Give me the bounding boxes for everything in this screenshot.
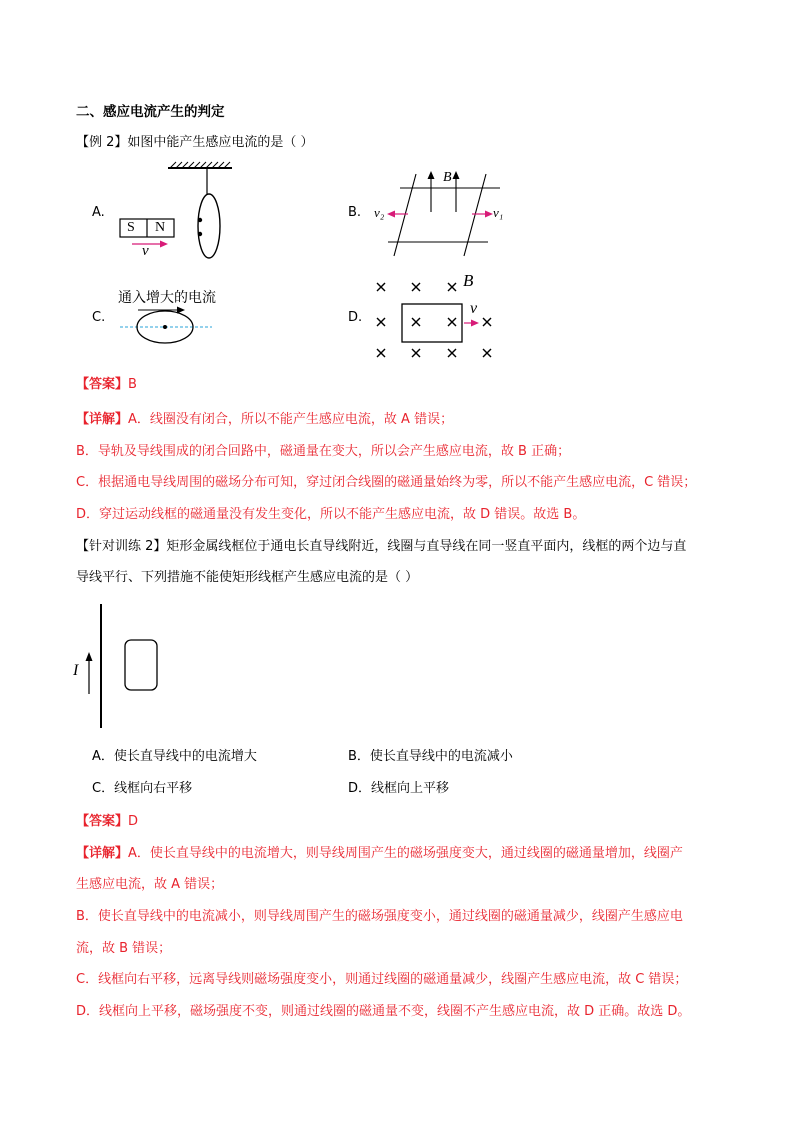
- detail-2-line-1: [76, 845, 683, 863]
- magnet-s-label: S: [127, 220, 135, 235]
- option-d-label: D.: [348, 310, 363, 325]
- answer-value: B: [128, 377, 137, 392]
- option-c-label: C.: [92, 310, 106, 325]
- field-b-label: B: [443, 170, 452, 185]
- figure-d: [370, 275, 510, 365]
- field-cross-marks: [377, 283, 491, 357]
- training-question-line-1: 【针对训练 2】矩形金属线框位于通电长直导线附近，线圈与直导线在同一竖直平面内，线框的两个边与直: [76, 539, 687, 554]
- magnet-n-label: N: [155, 220, 166, 235]
- detail-2-line-5: C．线框向右平移，远离导线则磁场强度变小，则通过线圈的磁通量减少，线圈产生感应电流，故 C 错误；: [76, 972, 688, 987]
- detail-text: A．线圈没有闭合，所以不能产生感应电流，故 A 错误；: [128, 412, 454, 427]
- answer-2: [76, 813, 138, 831]
- training-figure: [70, 600, 180, 730]
- detail-tag-2: 【详解】: [76, 846, 129, 861]
- detail-1-line-1: [76, 411, 453, 429]
- velocity-v1-label: v₁: [493, 205, 504, 220]
- velocity-label-a: v: [142, 243, 149, 259]
- detail-tag: 【详解】: [76, 412, 129, 427]
- detail-2-line-3: B．使长直导线中的电流减小，则导线周围产生的磁场强度变小，通过线圈的磁通量减少，线圈产生感应电: [76, 909, 683, 924]
- figure-c: [118, 300, 218, 350]
- velocity-label-d: v: [470, 300, 478, 317]
- training-option-b: B．使长直导线中的电流减小: [348, 749, 513, 764]
- example-question: 【例 2】如图中能产生感应电流的是（ ）: [76, 135, 314, 150]
- answer-tag: 【答案】: [76, 377, 129, 392]
- training-question-line-2: 导线平行、下列措施不能使矩形线框产生感应电流的是（ ）: [76, 570, 419, 585]
- section-title: 二、感应电流产生的判定: [76, 104, 225, 120]
- training-option-d: D．线框向上平移: [348, 781, 450, 796]
- figure-a: [110, 158, 250, 268]
- detail-1-line-4: D．穿过运动线框的磁通量没有发生变化，所以不能产生感应电流，故 D 错误。故选 B。: [76, 507, 586, 522]
- training-option-a: A．使长直导线中的电流增大: [92, 749, 257, 764]
- detail-1-line-2: B．导轨及导线围成的闭合回路中，磁通量在变大，所以会产生感应电流，故 B 正确；: [76, 444, 571, 459]
- training-option-c: C．线框向右平移: [92, 781, 193, 796]
- detail-2-line-2: 生感应电流，故 A 错误；: [76, 877, 224, 892]
- detail-text-2: A．使长直导线中的电流增大，则导线周围产生的磁场强度变大，通过线圈的磁通量增加，线圈产: [128, 846, 683, 861]
- velocity-v2-label: v₂: [374, 205, 385, 220]
- detail-2-line-4: 流，故 B 错误；: [76, 941, 172, 956]
- answer-1: [76, 376, 137, 394]
- option-b-label: B.: [348, 205, 362, 220]
- detail-2-line-6: D．线框向上平移，磁场强度不变，则通过线圈的磁通量不变，线圈不产生感应电流，故 D 正确。故选 D。: [76, 1004, 691, 1019]
- answer-tag-2: 【答案】: [76, 814, 129, 829]
- answer-value-2: D: [128, 814, 139, 829]
- current-i-label: I: [73, 662, 79, 679]
- option-a-label: A.: [92, 205, 105, 220]
- current-label: 通入增大的电流: [118, 290, 216, 306]
- detail-1-line-3: C．根据通电导线周围的磁场分布可知，穿过闭合线圈的磁通量始终为零，所以不能产生感应电流，C 错误；: [76, 475, 697, 490]
- field-b-label-d: B: [463, 271, 474, 290]
